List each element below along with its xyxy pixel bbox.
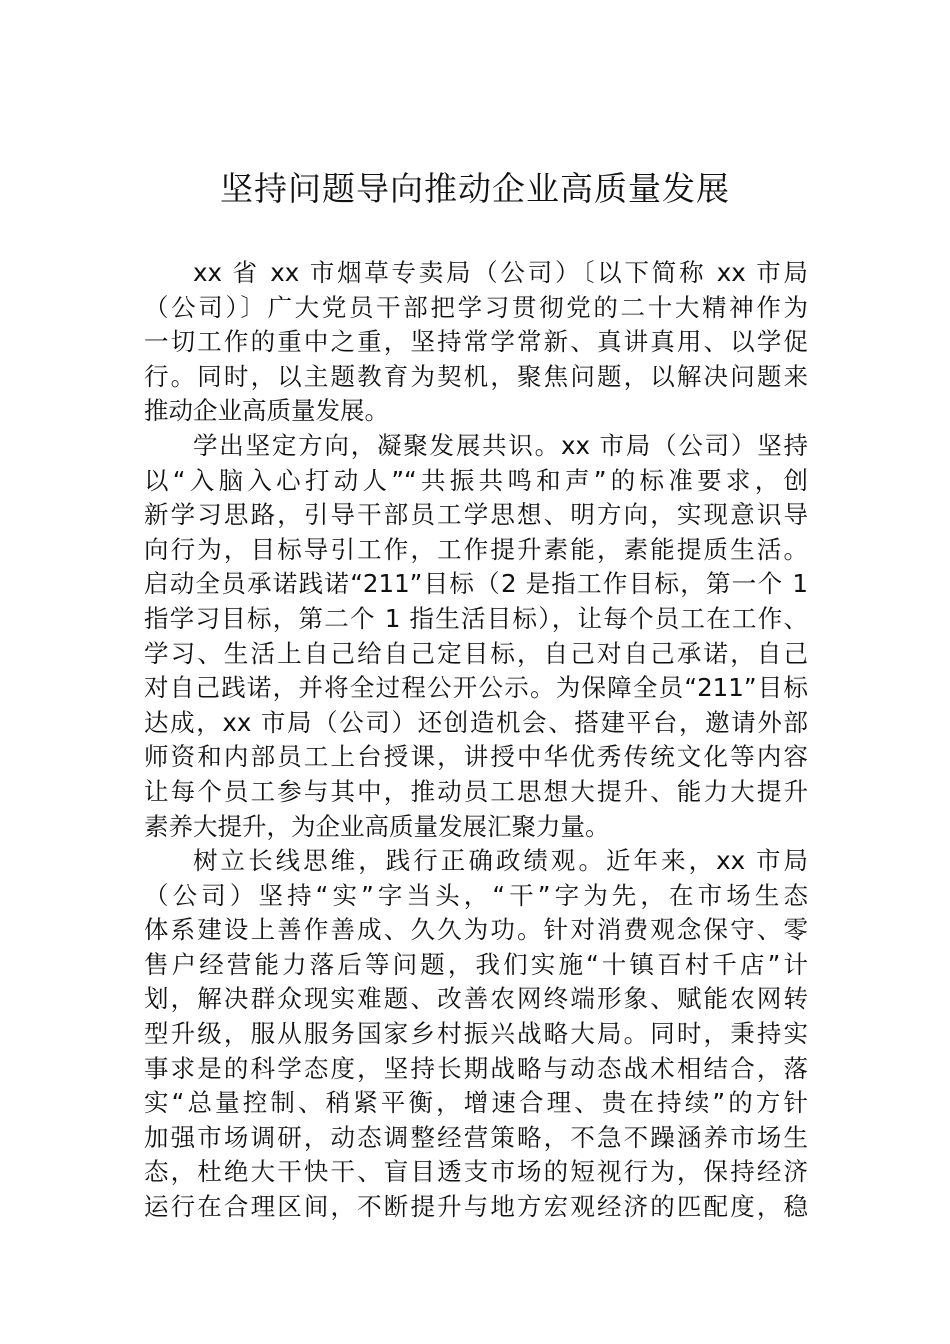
text-line: 体系建设上善作善成、久久为功。针对消费观念保守、零 xyxy=(144,915,808,945)
text-line: 以“入脑入心打动人”“共振共鸣和声”的标准要求，创 xyxy=(144,465,808,495)
text-line: 素养大提升，为企业高质量发展汇聚力量。 xyxy=(144,811,610,841)
text-line: 推动企业高质量发展。 xyxy=(144,396,389,426)
text-line: 树立长线思维，践行正确政绩观。近年来，xx 市局 xyxy=(193,846,808,876)
document-title: 坚持问题导向推动企业高质量发展 xyxy=(220,169,730,208)
text-line: 指学习目标，第二个 1 指生活目标），让每个员工在工作、 xyxy=(144,603,808,633)
text-line: 加强市场调研，动态调整经营策略，不急不躁涵养市场生 xyxy=(144,1122,808,1152)
text-line: （公司）〕广大党员干部把学习贯彻党的二十大精神作为 xyxy=(144,292,808,322)
text-line: 划，解决群众现实难题、改善农网终端形象、赋能农网转 xyxy=(144,984,808,1014)
text-line: xx 省 xx 市烟草专卖局（公司）〔以下简称 xx 市局 xyxy=(193,258,808,287)
document-body xyxy=(144,256,808,1225)
text-line: 实“总量控制、稍紧平衡，增速合理、贵在持续”的方针 xyxy=(144,1088,808,1118)
text-line: 学习、生活上自己给自己定目标，自己对自己承诺，自己 xyxy=(144,638,808,668)
text-line: 学出坚定方向，凝聚发展共识。xx 市局（公司）坚持 xyxy=(193,430,808,460)
text-line: 一切工作的重中之重，坚持常学常新、真讲真用、以学促 xyxy=(144,327,808,357)
text-line: 新学习思路，引导干部员工学思想、明方向，实现意识导 xyxy=(144,500,808,530)
text-line: 师资和内部员工上台授课，讲授中华优秀传统文化等内容 xyxy=(144,742,808,772)
text-line: 启动全员承诺践诺“211”目标（2 是指工作目标，第一个 1 xyxy=(144,569,808,599)
text-line: 达成，xx 市局（公司）还创造机会、搭建平台，邀请外部 xyxy=(144,707,808,737)
text-line: 运行在合理区间，不断提升与地方宏观经济的匹配度，稳 xyxy=(144,1192,808,1222)
text-line: （公司）坚持“实”字当头，“干”字为先，在市场生态 xyxy=(144,880,808,910)
text-line: 对自己践诺，并将全过程公开公示。为保障全员“211”目标 xyxy=(144,673,808,703)
text-line: 事求是的科学态度，坚持长期战略与动态战术相结合，落 xyxy=(144,1053,808,1083)
text-line: 售户经营能力落后等问题，我们实施“十镇百村千店”计 xyxy=(144,949,808,979)
text-line: 态，杜绝大干快干、盲目透支市场的短视行为，保持经济 xyxy=(144,1157,808,1187)
text-line: 型升级，服从服务国家乡村振兴战略大局。同时，秉持实 xyxy=(144,1019,808,1049)
text-line: 向行为，目标导引工作，工作提升素能，素能提质生活。 xyxy=(144,534,808,564)
text-line: 让每个员工参与其中，推动员工思想大提升、能力大提升 xyxy=(144,776,808,806)
text-line: 行。同时，以主题教育为契机，聚焦问题，以解决问题来 xyxy=(144,361,808,391)
